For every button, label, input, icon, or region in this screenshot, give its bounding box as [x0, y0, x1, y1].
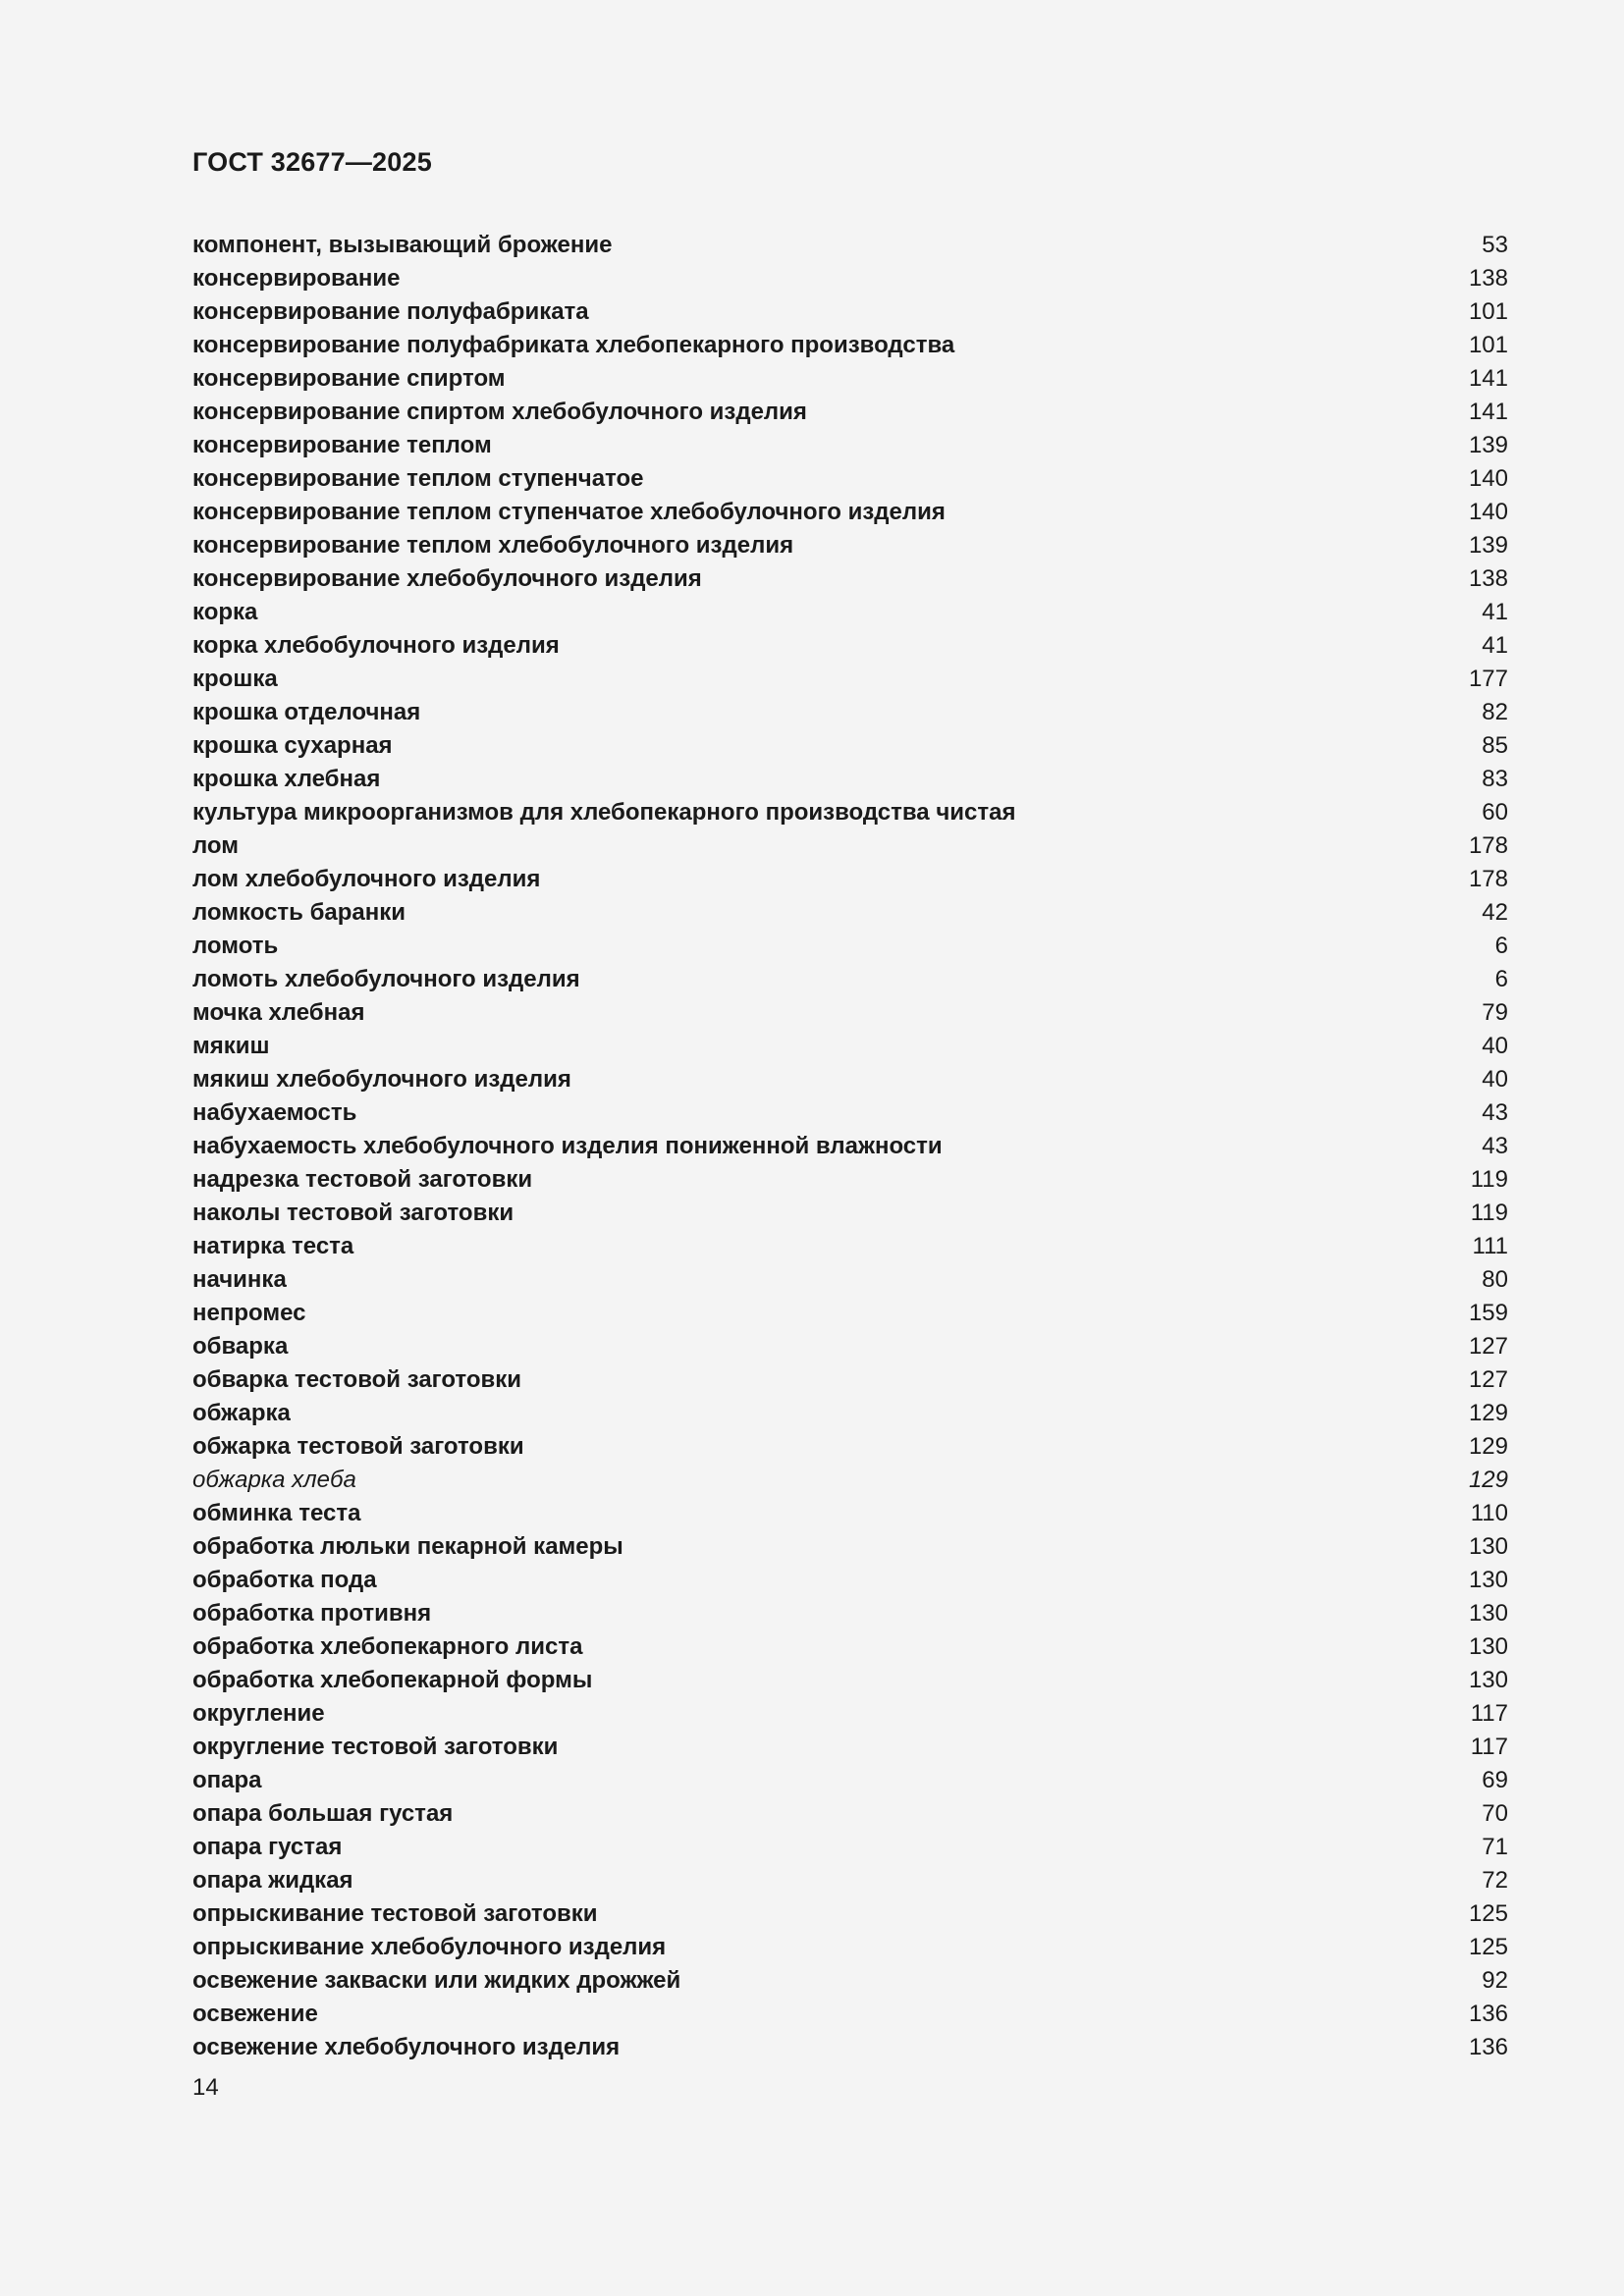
- index-term: крошка отделочная: [192, 699, 421, 725]
- document-header: ГОСТ 32677—2025: [192, 147, 432, 177]
- index-entry: [192, 866, 1508, 899]
- index-reference-number: 53: [1482, 232, 1508, 258]
- alphabetical-index: [192, 232, 1508, 2067]
- index-term: освежение закваски или жидких дрожжей: [192, 1967, 681, 1994]
- index-reference-number: 130: [1468, 1600, 1508, 1627]
- index-term: мочка хлебная: [192, 999, 365, 1026]
- index-term: консервирование полуфабриката хлебопекарного производства: [192, 332, 955, 358]
- index-reference-number: 60: [1482, 799, 1508, 826]
- index-reference-number: 6: [1494, 933, 1508, 959]
- index-term: обварка тестовой заготовки: [192, 1366, 522, 1393]
- index-reference-number: 130: [1468, 1667, 1508, 1693]
- index-term: округление тестовой заготовки: [192, 1734, 559, 1760]
- index-reference-number: 129: [1468, 1433, 1508, 1460]
- index-reference-number: 140: [1468, 499, 1508, 525]
- index-reference-number: 71: [1482, 1834, 1508, 1860]
- index-entry: [192, 966, 1508, 999]
- index-term: освежение хлебобулочного изделия: [192, 2034, 621, 2060]
- index-term: консервирование теплом ступенчатое: [192, 465, 644, 492]
- index-term: опара большая густая: [192, 1800, 454, 1827]
- index-term: набухаемость хлебобулочного изделия пониженной влажности: [192, 1133, 943, 1159]
- index-term: обработка противня: [192, 1600, 432, 1627]
- index-term: опрыскивание хлебобулочного изделия: [192, 1934, 667, 1960]
- index-reference-number: 129: [1468, 1467, 1508, 1493]
- index-entry: [192, 1767, 1508, 1800]
- index-reference-number: 41: [1482, 632, 1508, 659]
- index-term: набухаемость: [192, 1099, 357, 1126]
- index-term: консервирование теплом ступенчатое хлебобулочного изделия: [192, 499, 946, 525]
- index-entry: [192, 1567, 1508, 1600]
- index-entry: [192, 232, 1508, 265]
- index-term: надрезка тестовой заготовки: [192, 1166, 533, 1193]
- index-term: обварка: [192, 1333, 289, 1360]
- index-entry: [192, 465, 1508, 499]
- index-entry: [192, 1333, 1508, 1366]
- index-entry: [192, 899, 1508, 933]
- index-entry: [192, 1700, 1508, 1734]
- index-term: наколы тестовой заготовки: [192, 1200, 514, 1226]
- index-entry: [192, 1133, 1508, 1166]
- index-entry: [192, 1266, 1508, 1300]
- index-term: опара: [192, 1767, 262, 1793]
- index-reference-number: 138: [1468, 565, 1508, 592]
- index-reference-number: 125: [1468, 1934, 1508, 1960]
- index-entry: [192, 699, 1508, 732]
- index-term: обжарка тестовой заготовки: [192, 1433, 524, 1460]
- index-term: обжарка: [192, 1400, 291, 1426]
- index-entry: [192, 1667, 1508, 1700]
- index-reference-number: 111: [1472, 1233, 1508, 1259]
- index-entry: [192, 399, 1508, 432]
- index-term: консервирование полуфабриката: [192, 298, 589, 325]
- index-entry: [192, 532, 1508, 565]
- index-reference-number: 117: [1470, 1700, 1508, 1727]
- index-reference-number: 159: [1468, 1300, 1508, 1326]
- index-reference-number: 130: [1468, 1567, 1508, 1593]
- index-term: лом хлебобулочного изделия: [192, 866, 541, 892]
- index-entry: [192, 1300, 1508, 1333]
- index-entry: [192, 1600, 1508, 1633]
- index-reference-number: 139: [1468, 532, 1508, 559]
- index-entry: [192, 1099, 1508, 1133]
- index-entry: [192, 1200, 1508, 1233]
- index-reference-number: 92: [1482, 1967, 1508, 1994]
- index-reference-number: 80: [1482, 1266, 1508, 1293]
- index-reference-number: 82: [1482, 699, 1508, 725]
- index-reference-number: 141: [1468, 365, 1508, 392]
- index-reference-number: 130: [1468, 1533, 1508, 1560]
- index-term: непромес: [192, 1300, 306, 1326]
- index-reference-number: 70: [1482, 1800, 1508, 1827]
- index-entry: [192, 1033, 1508, 1066]
- index-entry: [192, 2034, 1508, 2067]
- index-term: натирка теста: [192, 1233, 354, 1259]
- index-reference-number: 40: [1482, 1066, 1508, 1093]
- index-term: консервирование: [192, 265, 401, 292]
- index-term: обработка пода: [192, 1567, 377, 1593]
- index-reference-number: 101: [1468, 298, 1508, 325]
- index-term: опара жидкая: [192, 1867, 353, 1894]
- index-entry: [192, 1433, 1508, 1467]
- index-term: освежение: [192, 2001, 318, 2027]
- index-entry: [192, 999, 1508, 1033]
- index-entry: [192, 933, 1508, 966]
- index-term: консервирование спиртом: [192, 365, 506, 392]
- index-reference-number: 41: [1482, 599, 1508, 625]
- page-number: 14: [192, 2074, 219, 2101]
- index-entry: [192, 1900, 1508, 1934]
- index-reference-number: 136: [1468, 2001, 1508, 2027]
- index-reference-number: 85: [1482, 732, 1508, 759]
- index-term: ломкость баранки: [192, 899, 406, 926]
- index-entry: [192, 1366, 1508, 1400]
- index-reference-number: 72: [1482, 1867, 1508, 1894]
- index-entry: [192, 732, 1508, 766]
- index-term: обработка люльки пекарной камеры: [192, 1533, 623, 1560]
- index-reference-number: 43: [1482, 1099, 1508, 1126]
- index-entry: [192, 1467, 1508, 1500]
- index-reference-number: 139: [1468, 432, 1508, 458]
- index-reference-number: 141: [1468, 399, 1508, 425]
- index-reference-number: 110: [1470, 1500, 1508, 1526]
- index-term: мякиш хлебобулочного изделия: [192, 1066, 571, 1093]
- index-entry: [192, 499, 1508, 532]
- index-entry: [192, 1633, 1508, 1667]
- index-term: ломоть: [192, 933, 279, 959]
- index-term: опара густая: [192, 1834, 343, 1860]
- index-entry: [192, 1934, 1508, 1967]
- index-entry: [192, 1967, 1508, 2001]
- index-term: округление: [192, 1700, 325, 1727]
- index-reference-number: 40: [1482, 1033, 1508, 1059]
- index-term: обработка хлебопекарной формы: [192, 1667, 593, 1693]
- index-entry: [192, 1800, 1508, 1834]
- index-reference-number: 42: [1482, 899, 1508, 926]
- index-term: культура микроорганизмов для хлебопекарного производства чистая: [192, 799, 1016, 826]
- index-reference-number: 136: [1468, 2034, 1508, 2060]
- index-term: компонент, вызывающий брожение: [192, 232, 613, 258]
- index-term: опрыскивание тестовой заготовки: [192, 1900, 598, 1927]
- index-reference-number: 6: [1494, 966, 1508, 992]
- index-reference-number: 129: [1468, 1400, 1508, 1426]
- index-entry: [192, 565, 1508, 599]
- index-term: корка: [192, 599, 258, 625]
- index-term: консервирование теплом: [192, 432, 492, 458]
- index-term: крошка хлебная: [192, 766, 381, 792]
- index-term: обработка хлебопекарного листа: [192, 1633, 583, 1660]
- index-entry: [192, 2001, 1508, 2034]
- index-entry: [192, 298, 1508, 332]
- index-term: консервирование спиртом хлебобулочного изделия: [192, 399, 807, 425]
- index-term: ломоть хлебобулочного изделия: [192, 966, 580, 992]
- index-entry: [192, 1400, 1508, 1433]
- index-entry: [192, 1233, 1508, 1266]
- index-entry: [192, 599, 1508, 632]
- index-reference-number: 138: [1468, 265, 1508, 292]
- index-term: крошка сухарная: [192, 732, 393, 759]
- index-entry: [192, 365, 1508, 399]
- index-entry: [192, 666, 1508, 699]
- index-reference-number: 127: [1468, 1366, 1508, 1393]
- index-term: корка хлебобулочного изделия: [192, 632, 560, 659]
- index-entry: [192, 432, 1508, 465]
- index-term: начинка: [192, 1266, 287, 1293]
- index-term: консервирование теплом хлебобулочного изделия: [192, 532, 794, 559]
- index-reference-number: 43: [1482, 1133, 1508, 1159]
- index-entry: [192, 799, 1508, 832]
- index-entry: [192, 1500, 1508, 1533]
- index-reference-number: 125: [1468, 1900, 1508, 1927]
- index-reference-number: 178: [1468, 832, 1508, 859]
- index-term: крошка: [192, 666, 278, 692]
- index-reference-number: 119: [1470, 1166, 1508, 1193]
- index-entry: [192, 766, 1508, 799]
- index-reference-number: 83: [1482, 766, 1508, 792]
- index-term: консервирование хлебобулочного изделия: [192, 565, 702, 592]
- index-reference-number: 177: [1468, 666, 1508, 692]
- index-entry: [192, 265, 1508, 298]
- index-entry: [192, 632, 1508, 666]
- index-reference-number: 69: [1482, 1767, 1508, 1793]
- index-reference-number: 127: [1468, 1333, 1508, 1360]
- index-reference-number: 79: [1482, 999, 1508, 1026]
- index-entry: [192, 832, 1508, 866]
- index-reference-number: 117: [1470, 1734, 1508, 1760]
- index-entry: [192, 332, 1508, 365]
- index-reference-number: 119: [1470, 1200, 1508, 1226]
- index-reference-number: 178: [1468, 866, 1508, 892]
- index-entry: [192, 1834, 1508, 1867]
- index-entry: [192, 1166, 1508, 1200]
- index-entry: [192, 1533, 1508, 1567]
- index-reference-number: 140: [1468, 465, 1508, 492]
- index-entry: [192, 1066, 1508, 1099]
- index-reference-number: 101: [1468, 332, 1508, 358]
- index-entry: [192, 1734, 1508, 1767]
- index-term: обжарка хлеба: [192, 1467, 356, 1493]
- index-term: лом: [192, 832, 240, 859]
- index-term: мякиш: [192, 1033, 270, 1059]
- index-term: обминка теста: [192, 1500, 361, 1526]
- index-reference-number: 130: [1468, 1633, 1508, 1660]
- index-entry: [192, 1867, 1508, 1900]
